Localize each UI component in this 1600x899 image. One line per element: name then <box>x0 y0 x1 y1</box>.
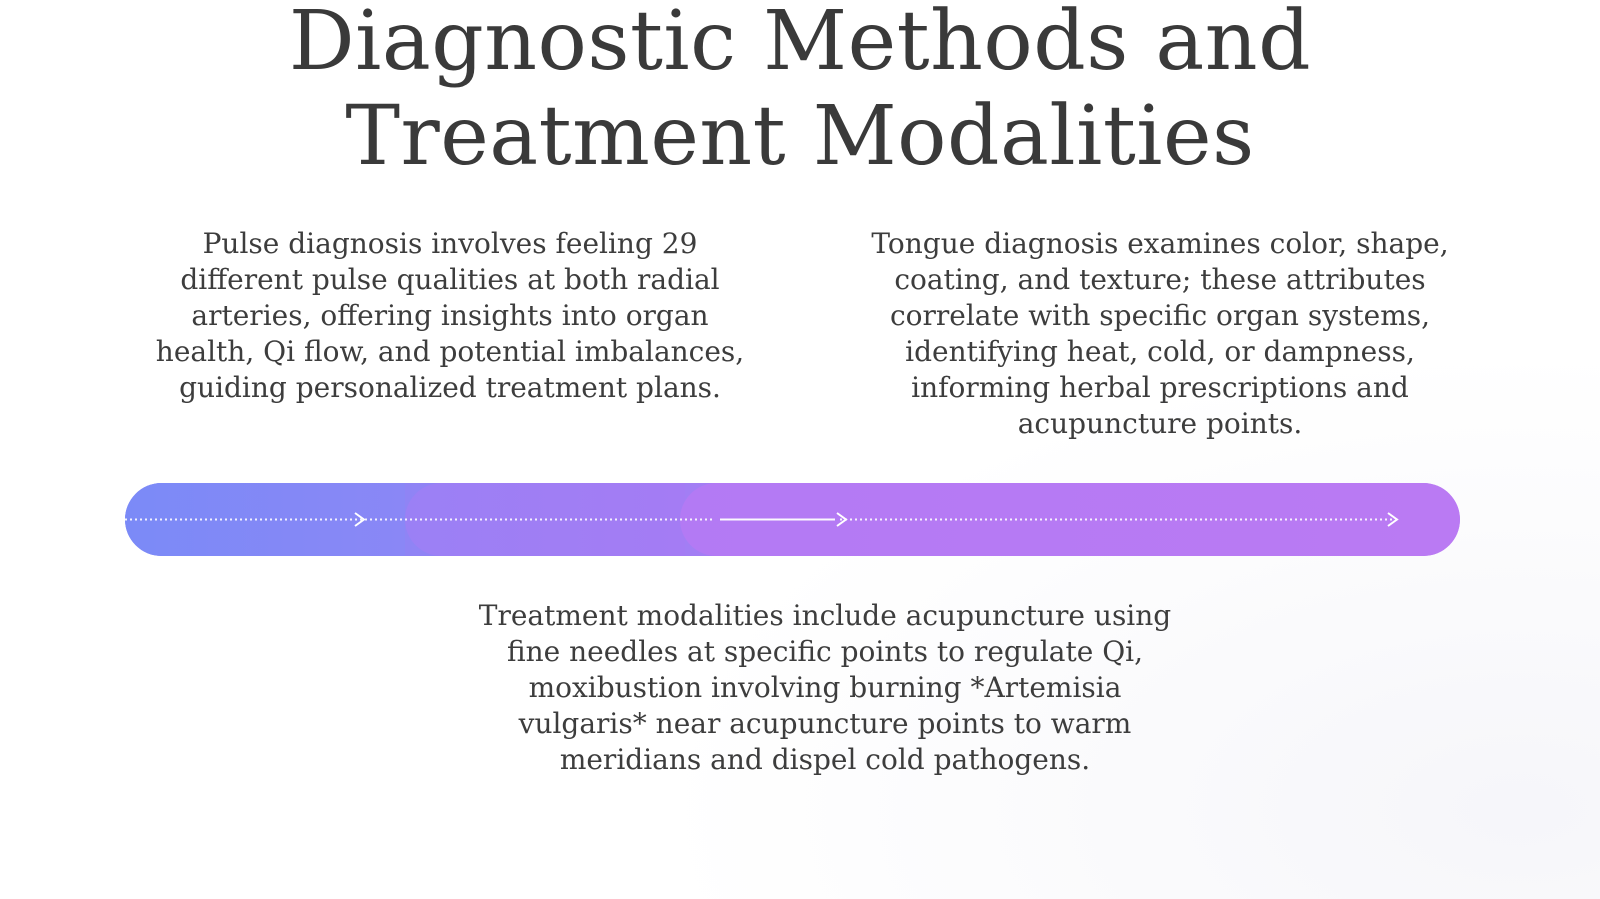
timeline-arrows <box>125 483 1460 556</box>
tongue-diagnosis-text: Tongue diagnosis examines color, shape, coating, and texture; these attributes correlate with specific organ systems, identifying heat, cold, or dampness, informing herbal prescriptions and acupuncture points. <box>871 227 1449 440</box>
treatment-modalities-text: Treatment modalities include acupuncture using fine needles at specific points to regulate Qi, moxibustion involving burning *Artemisia vulgaris* near acupuncture points to warm meridians and dispel cold pathogens. <box>478 599 1172 776</box>
arrow-head-3-icon <box>1388 513 1397 526</box>
title-line-1: Diagnostic Methods and <box>288 0 1312 89</box>
pulse-diagnosis-text: Pulse diagnosis involves feeling 29 different pulse qualities at both radial arteries, offering insights into organ health, Qi flow, and potential imbalances, guiding personalized treatment plans. <box>155 227 745 404</box>
title-line-2: Treatment Modalities <box>345 89 1255 184</box>
slide-title <box>0 0 1600 184</box>
timeline-bar <box>125 483 1460 556</box>
